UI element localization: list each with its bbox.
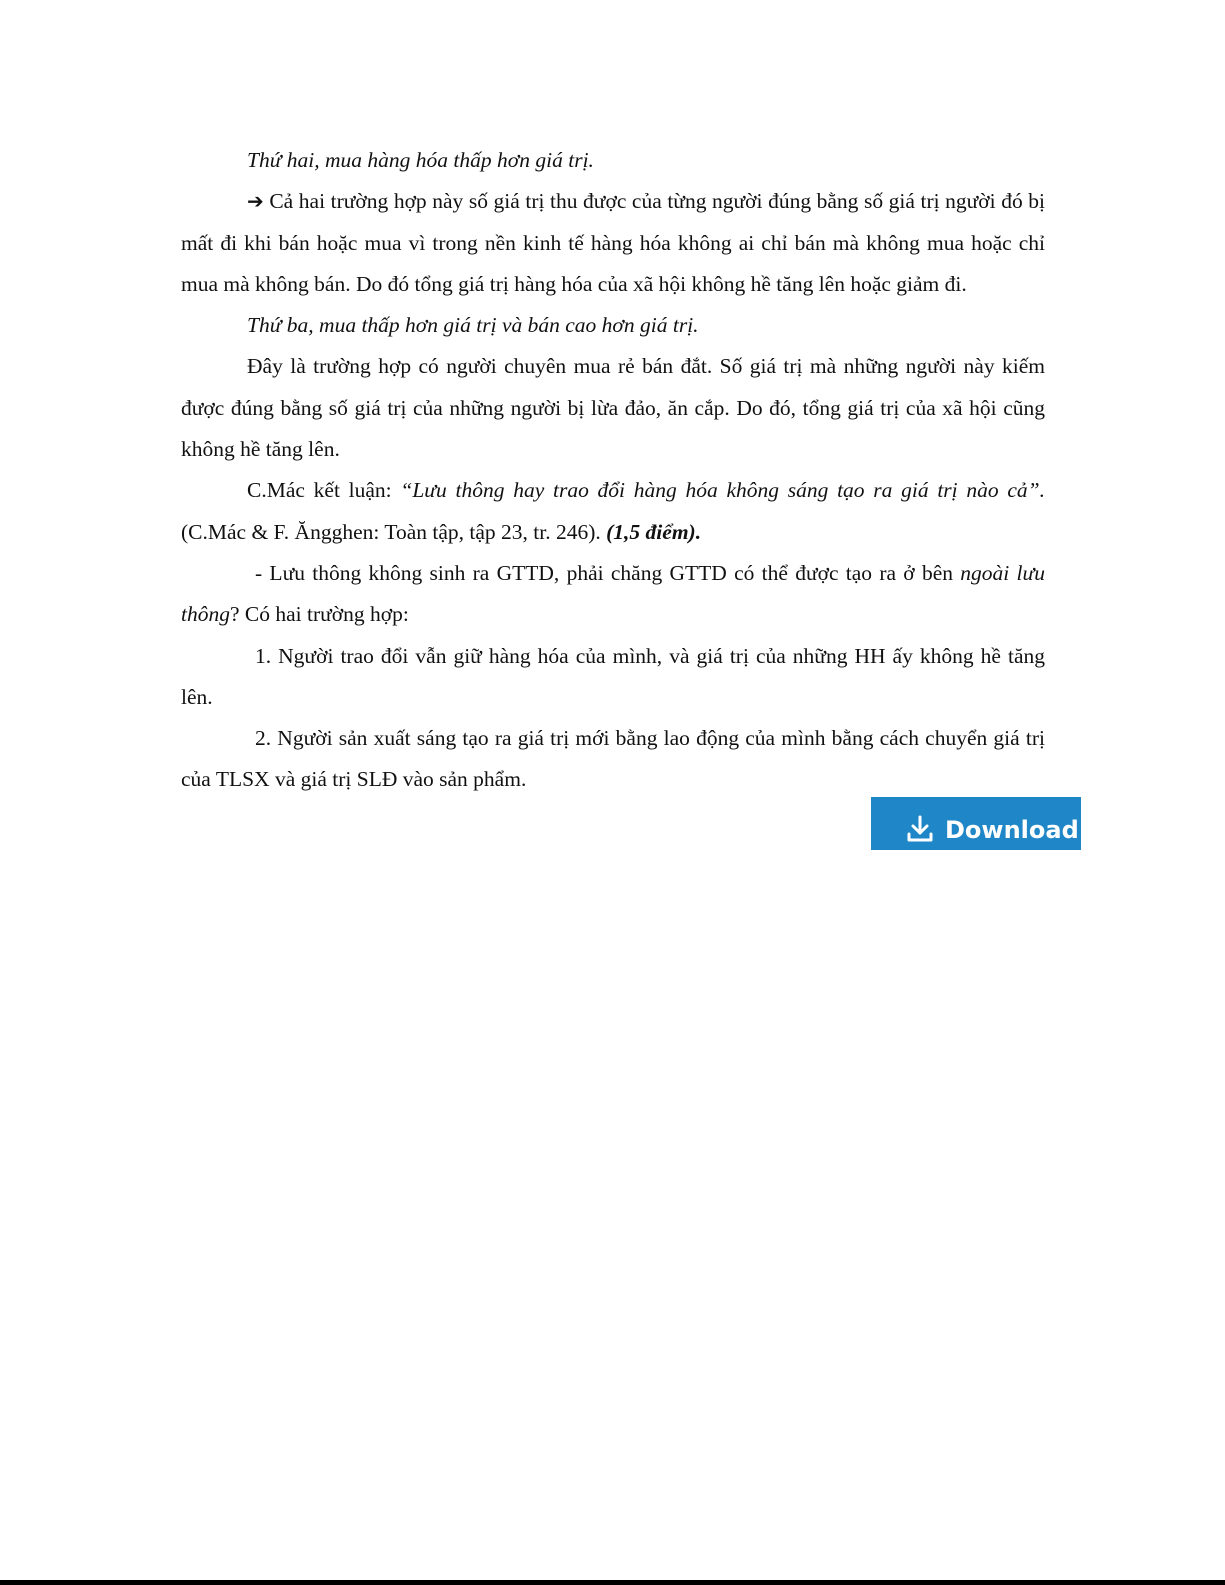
score-label: (1,5 điểm). — [606, 519, 702, 544]
document-body — [181, 140, 1045, 801]
paragraph-marx-conclusion — [181, 470, 1045, 553]
paragraph-text: - Lưu thông không sinh ra GTTD, phải chăng GTTD có thể được tạo ra ở bên — [255, 560, 961, 585]
paragraph-text: ? Có hai trường hợp: — [229, 602, 409, 627]
arrow-right-icon: ➔ — [247, 189, 264, 214]
emphasis-text: ngoài lưu thông — [181, 560, 1045, 627]
page-bottom-border — [0, 1580, 1225, 1585]
download-button[interactable] — [871, 797, 1099, 850]
paragraph-case-two-conclusion — [181, 181, 1045, 305]
download-icon — [905, 814, 935, 844]
download-button-label: Download r — [945, 815, 1099, 844]
paragraph-case-one-list-item: 1. Người trao đổi vẫn giữ hàng hóa của mình, và giá trị của những HH ấy không hề tăng lên. — [181, 643, 1045, 709]
paragraph-case-three-heading: Thứ ba, mua thấp hơn giá trị và bán cao hơn giá trị. — [247, 313, 699, 338]
marx-quote: “Lưu thông hay trao đổi hàng hóa không sáng tạo ra giá trị nào cả”. — [400, 478, 1045, 503]
paragraph-text: Cả hai trường hợp này số giá trị thu được của từng người đúng bằng số giá trị người đó bị mất đi khi bán hoặc mua vì trong nền kinh tế hàng hóa không ai chỉ bán mà không mua hoặc chỉ mua mà không bán. Do đó tổng giá trị hàng hóa của xã hội không hề tăng lên hoặc giảm đi. — [181, 189, 1045, 296]
conclusion-prefix: C.Mác kết luận: — [247, 478, 401, 503]
paragraph-case-two-heading: Thứ hai, mua hàng hóa thấp hơn giá trị. — [247, 148, 594, 172]
citation: (C.Mác & F. Ăngghen: Toàn tập, tập 23, tr. 246). — [181, 519, 607, 544]
paragraph-outside-circulation — [181, 553, 1045, 636]
paragraph-case-two-list-item: 2. Người sản xuất sáng tạo ra giá trị mới bằng lao động của mình bằng cách chuyển giá trị của TLSX và giá trị SLĐ vào sản phẩm. — [181, 726, 1045, 792]
paragraph-case-three-body: Đây là trường hợp có người chuyên mua rẻ bán đắt. Số giá trị mà những người này kiếm được đúng bằng số giá trị của những người bị lừa đảo, ăn cắp. Do đó, tổng giá trị của xã hội cũng không hề tăng lên. — [181, 354, 1045, 462]
